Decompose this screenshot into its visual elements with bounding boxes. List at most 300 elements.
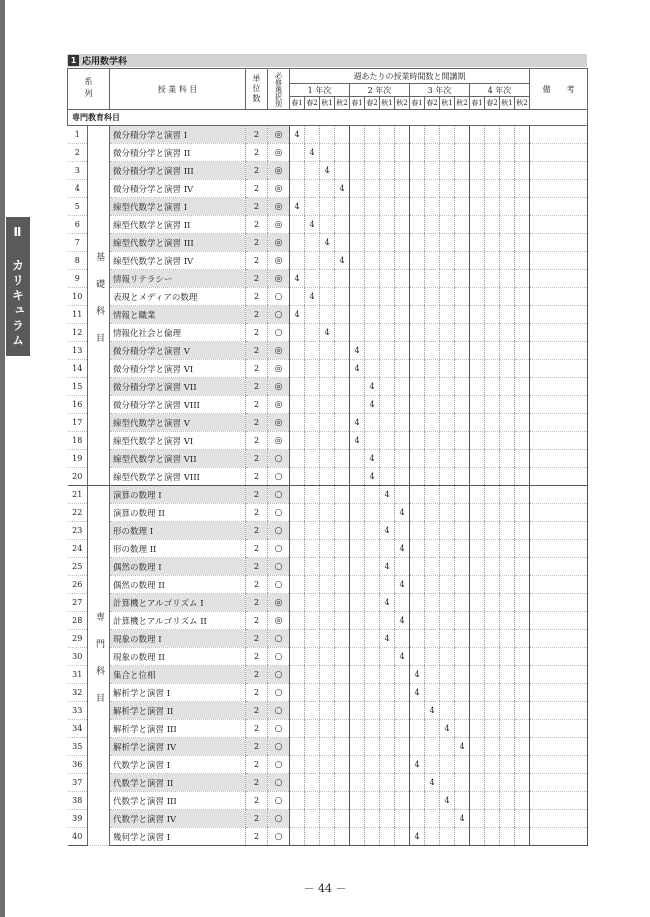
term-cell <box>395 558 410 576</box>
term-cell <box>500 144 515 162</box>
term-cell <box>320 216 335 234</box>
term-cell <box>305 486 320 504</box>
term-cell <box>305 450 320 468</box>
term-cell <box>320 270 335 288</box>
term-cell <box>470 648 485 666</box>
remarks-cell <box>530 306 588 324</box>
term-cell <box>440 594 455 612</box>
section-title-bar <box>67 54 587 67</box>
subject-name: 代数学と演習 IV <box>110 810 246 828</box>
term-cell <box>485 504 500 522</box>
table-row <box>68 216 588 234</box>
term-cell <box>425 162 440 180</box>
term-cell <box>290 522 305 540</box>
required-mark: ◎ <box>268 270 290 288</box>
term-cell <box>335 522 350 540</box>
subject-name: 微分積分学と演習 VII <box>110 378 246 396</box>
term-cell <box>455 126 470 144</box>
term-cell <box>305 810 320 828</box>
remarks-cell <box>530 198 588 216</box>
term-cell <box>500 720 515 738</box>
term-cell <box>485 486 500 504</box>
table-row <box>68 828 588 846</box>
credits: 2 <box>246 126 268 144</box>
term-cell <box>440 288 455 306</box>
term-cell <box>335 396 350 414</box>
term-cell <box>410 270 425 288</box>
term-cell <box>470 468 485 486</box>
term-cell <box>305 234 320 252</box>
row-number: 25 <box>68 558 88 576</box>
header-required: 必修選択別 <box>268 69 290 110</box>
credits: 2 <box>246 270 268 288</box>
required-mark: ◎ <box>268 612 290 630</box>
term-cell <box>410 180 425 198</box>
term-cell <box>365 702 380 720</box>
term-cell <box>395 702 410 720</box>
term-cell: 4 <box>410 684 425 702</box>
term-cell <box>470 486 485 504</box>
row-number: 39 <box>68 810 88 828</box>
term-cell <box>380 216 395 234</box>
required-mark: ◎ <box>268 234 290 252</box>
term-cell <box>455 540 470 558</box>
term-cell <box>335 594 350 612</box>
term-cell <box>410 198 425 216</box>
table-row <box>68 756 588 774</box>
term-cell <box>395 630 410 648</box>
row-number: 16 <box>68 396 88 414</box>
subject-name: 現象の数理 II <box>110 648 246 666</box>
credits: 2 <box>246 306 268 324</box>
term-cell <box>455 702 470 720</box>
term-cell <box>515 756 530 774</box>
term-cell <box>515 522 530 540</box>
page-number: － 44 － <box>303 882 347 895</box>
term-cell <box>500 288 515 306</box>
term-cell <box>455 378 470 396</box>
term-cell <box>350 522 365 540</box>
row-number: 34 <box>68 720 88 738</box>
term-cell <box>380 504 395 522</box>
term-cell <box>455 324 470 342</box>
term-cell <box>515 486 530 504</box>
term-cell <box>500 234 515 252</box>
section-title: 応用数学科 <box>82 57 128 67</box>
term-cell <box>515 792 530 810</box>
term-cell <box>425 594 440 612</box>
term-cell <box>425 522 440 540</box>
credits: 2 <box>246 324 268 342</box>
term-cell <box>305 252 320 270</box>
required-mark: ○ <box>268 684 290 702</box>
term-cell <box>410 612 425 630</box>
term-cell <box>440 378 455 396</box>
row-number: 26 <box>68 576 88 594</box>
term-cell <box>485 828 500 846</box>
term-cell <box>395 162 410 180</box>
row-number: 4 <box>68 180 88 198</box>
term-cell <box>365 774 380 792</box>
term-cell <box>290 720 305 738</box>
term-cell <box>290 504 305 522</box>
term-cell <box>395 828 410 846</box>
term-cell <box>395 774 410 792</box>
term-cell <box>320 720 335 738</box>
term-cell <box>455 252 470 270</box>
credits: 2 <box>246 810 268 828</box>
term-cell <box>305 612 320 630</box>
term-cell <box>335 216 350 234</box>
credits: 2 <box>246 828 268 846</box>
term-cell <box>380 378 395 396</box>
term-cell <box>320 378 335 396</box>
term-cell <box>500 324 515 342</box>
subject-name: 微分積分学と演習 VIII <box>110 396 246 414</box>
term-cell <box>440 324 455 342</box>
term-cell <box>500 666 515 684</box>
term-cell <box>335 612 350 630</box>
credits: 2 <box>246 378 268 396</box>
row-number: 31 <box>68 666 88 684</box>
term-cell <box>395 252 410 270</box>
term-cell <box>515 162 530 180</box>
term-cell <box>365 324 380 342</box>
term-cell <box>485 810 500 828</box>
term-cell <box>500 558 515 576</box>
term-cell <box>425 360 440 378</box>
credits: 2 <box>246 198 268 216</box>
header-term: 秋2 <box>515 97 530 110</box>
term-cell <box>410 738 425 756</box>
term-cell <box>290 162 305 180</box>
credits: 2 <box>246 234 268 252</box>
header-term: 秋1 <box>380 97 395 110</box>
term-cell <box>515 594 530 612</box>
term-cell <box>455 486 470 504</box>
header-term: 春1 <box>410 97 425 110</box>
term-cell <box>470 756 485 774</box>
term-cell <box>320 126 335 144</box>
required-mark: ◎ <box>268 126 290 144</box>
term-cell: 4 <box>305 288 320 306</box>
subject-name: 微分積分学と演習 I <box>110 126 246 144</box>
term-cell <box>470 504 485 522</box>
remarks-cell <box>530 342 588 360</box>
term-cell: 4 <box>365 468 380 486</box>
term-cell <box>515 126 530 144</box>
term-cell <box>320 540 335 558</box>
term-cell: 4 <box>380 558 395 576</box>
term-cell: 4 <box>335 180 350 198</box>
term-cell: 4 <box>395 576 410 594</box>
term-cell <box>485 180 500 198</box>
term-cell <box>455 396 470 414</box>
term-cell <box>470 288 485 306</box>
term-cell <box>380 414 395 432</box>
table-row <box>68 360 588 378</box>
term-cell <box>455 504 470 522</box>
term-cell <box>515 216 530 234</box>
header-term: 秋2 <box>395 97 410 110</box>
term-cell <box>380 702 395 720</box>
term-cell <box>515 810 530 828</box>
term-cell <box>290 414 305 432</box>
term-cell <box>380 612 395 630</box>
term-cell <box>365 432 380 450</box>
term-cell <box>320 144 335 162</box>
term-cell <box>425 324 440 342</box>
term-cell <box>350 306 365 324</box>
remarks-cell <box>530 738 588 756</box>
required-mark: ◎ <box>268 396 290 414</box>
header-credits: 単位数 <box>246 69 268 110</box>
remarks-cell <box>530 774 588 792</box>
term-cell <box>455 594 470 612</box>
term-cell <box>305 504 320 522</box>
term-cell <box>350 648 365 666</box>
subject-name: 微分積分学と演習 VI <box>110 360 246 378</box>
row-number: 30 <box>68 648 88 666</box>
remarks-cell <box>530 252 588 270</box>
series-label: 専門科目 <box>88 486 110 846</box>
term-cell <box>455 612 470 630</box>
term-cell <box>440 756 455 774</box>
credits: 2 <box>246 288 268 306</box>
required-mark: ○ <box>268 630 290 648</box>
term-cell <box>470 216 485 234</box>
term-cell <box>485 216 500 234</box>
term-cell <box>515 180 530 198</box>
term-cell <box>395 378 410 396</box>
term-cell <box>350 198 365 216</box>
term-cell <box>290 234 305 252</box>
remarks-cell <box>530 144 588 162</box>
term-cell <box>380 162 395 180</box>
required-mark: ○ <box>268 558 290 576</box>
required-mark: ○ <box>268 306 290 324</box>
term-cell <box>500 702 515 720</box>
term-cell <box>410 450 425 468</box>
table-row <box>68 576 588 594</box>
term-cell <box>365 738 380 756</box>
term-cell <box>500 162 515 180</box>
remarks-cell <box>530 270 588 288</box>
term-cell <box>305 342 320 360</box>
subject-name: 線型代数学と演習 VI <box>110 432 246 450</box>
term-cell <box>470 576 485 594</box>
term-cell <box>500 378 515 396</box>
row-number: 29 <box>68 630 88 648</box>
term-cell <box>515 720 530 738</box>
term-cell <box>515 450 530 468</box>
remarks-cell <box>530 450 588 468</box>
term-cell <box>335 792 350 810</box>
term-cell <box>320 432 335 450</box>
subject-name: 演算の数理 II <box>110 504 246 522</box>
term-cell <box>410 342 425 360</box>
term-cell <box>425 828 440 846</box>
term-cell <box>350 558 365 576</box>
remarks-cell <box>530 504 588 522</box>
row-number: 40 <box>68 828 88 846</box>
term-cell <box>335 144 350 162</box>
term-cell <box>380 198 395 216</box>
table-row <box>68 558 588 576</box>
term-cell <box>485 198 500 216</box>
term-cell <box>365 684 380 702</box>
term-cell <box>455 468 470 486</box>
term-cell <box>410 360 425 378</box>
term-cell <box>365 504 380 522</box>
term-cell: 4 <box>380 594 395 612</box>
term-cell <box>305 666 320 684</box>
term-cell <box>290 792 305 810</box>
table-row <box>68 792 588 810</box>
term-cell <box>500 828 515 846</box>
term-cell <box>395 396 410 414</box>
term-cell <box>470 432 485 450</box>
term-cell <box>335 270 350 288</box>
credits: 2 <box>246 468 268 486</box>
table-row <box>68 306 588 324</box>
table-row <box>68 648 588 666</box>
term-cell <box>335 648 350 666</box>
table-row <box>68 396 588 414</box>
term-cell <box>365 144 380 162</box>
term-cell <box>365 198 380 216</box>
term-cell <box>455 792 470 810</box>
term-cell <box>455 450 470 468</box>
row-number: 3 <box>68 162 88 180</box>
term-cell <box>500 774 515 792</box>
header-term: 秋1 <box>440 97 455 110</box>
required-mark: ○ <box>268 792 290 810</box>
term-cell <box>425 558 440 576</box>
term-cell <box>290 648 305 666</box>
term-cell <box>515 684 530 702</box>
term-cell <box>515 288 530 306</box>
term-cell <box>395 432 410 450</box>
term-cell <box>365 810 380 828</box>
term-cell <box>485 666 500 684</box>
term-cell <box>320 396 335 414</box>
term-cell <box>290 666 305 684</box>
row-number: 1 <box>68 126 88 144</box>
term-cell <box>305 432 320 450</box>
subject-name: 現象の数理 I <box>110 630 246 648</box>
remarks-cell <box>530 666 588 684</box>
term-cell <box>365 180 380 198</box>
remarks-cell <box>530 486 588 504</box>
term-cell <box>425 666 440 684</box>
term-cell <box>515 324 530 342</box>
term-cell <box>425 414 440 432</box>
header-term: 秋2 <box>455 97 470 110</box>
term-cell <box>335 360 350 378</box>
credits: 2 <box>246 522 268 540</box>
required-mark: ○ <box>268 648 290 666</box>
term-cell <box>350 792 365 810</box>
credits: 2 <box>246 648 268 666</box>
term-cell <box>380 756 395 774</box>
row-number: 8 <box>68 252 88 270</box>
remarks-cell <box>530 576 588 594</box>
term-cell <box>515 702 530 720</box>
term-cell <box>500 684 515 702</box>
term-cell <box>320 306 335 324</box>
table-row <box>68 468 588 486</box>
term-cell <box>470 774 485 792</box>
term-cell <box>365 216 380 234</box>
term-cell <box>380 306 395 324</box>
term-cell <box>395 684 410 702</box>
term-cell <box>290 576 305 594</box>
term-cell: 4 <box>410 666 425 684</box>
term-cell: 4 <box>350 414 365 432</box>
term-cell <box>380 810 395 828</box>
remarks-cell <box>530 414 588 432</box>
term-cell <box>515 738 530 756</box>
term-cell <box>485 648 500 666</box>
table-row <box>68 234 588 252</box>
term-cell <box>335 774 350 792</box>
remarks-cell <box>530 432 588 450</box>
header-remarks: 備 考 <box>530 69 588 110</box>
term-cell <box>335 414 350 432</box>
term-cell <box>440 198 455 216</box>
term-cell <box>500 468 515 486</box>
term-cell <box>305 648 320 666</box>
credits: 2 <box>246 666 268 684</box>
term-cell <box>515 540 530 558</box>
term-cell: 4 <box>395 612 410 630</box>
table-row <box>68 288 588 306</box>
header-term: 秋1 <box>320 97 335 110</box>
row-number: 9 <box>68 270 88 288</box>
term-cell <box>350 288 365 306</box>
term-cell <box>425 270 440 288</box>
term-cell <box>470 684 485 702</box>
term-cell <box>320 684 335 702</box>
term-cell <box>470 414 485 432</box>
row-number: 33 <box>68 702 88 720</box>
term-cell <box>440 468 455 486</box>
term-cell <box>455 198 470 216</box>
term-cell <box>515 648 530 666</box>
term-cell <box>350 126 365 144</box>
term-cell <box>500 594 515 612</box>
term-cell <box>320 558 335 576</box>
term-cell <box>500 252 515 270</box>
term-cell <box>485 702 500 720</box>
term-cell: 4 <box>290 306 305 324</box>
header-term: 春1 <box>350 97 365 110</box>
term-cell <box>470 162 485 180</box>
term-cell <box>455 342 470 360</box>
term-cell <box>290 216 305 234</box>
term-cell <box>425 648 440 666</box>
remarks-cell <box>530 612 588 630</box>
required-mark: ○ <box>268 540 290 558</box>
term-cell <box>290 378 305 396</box>
term-cell <box>290 756 305 774</box>
term-cell <box>440 504 455 522</box>
term-cell: 4 <box>380 630 395 648</box>
term-cell <box>350 630 365 648</box>
term-cell <box>350 504 365 522</box>
subject-name: 計算機とアルゴリズム II <box>110 612 246 630</box>
